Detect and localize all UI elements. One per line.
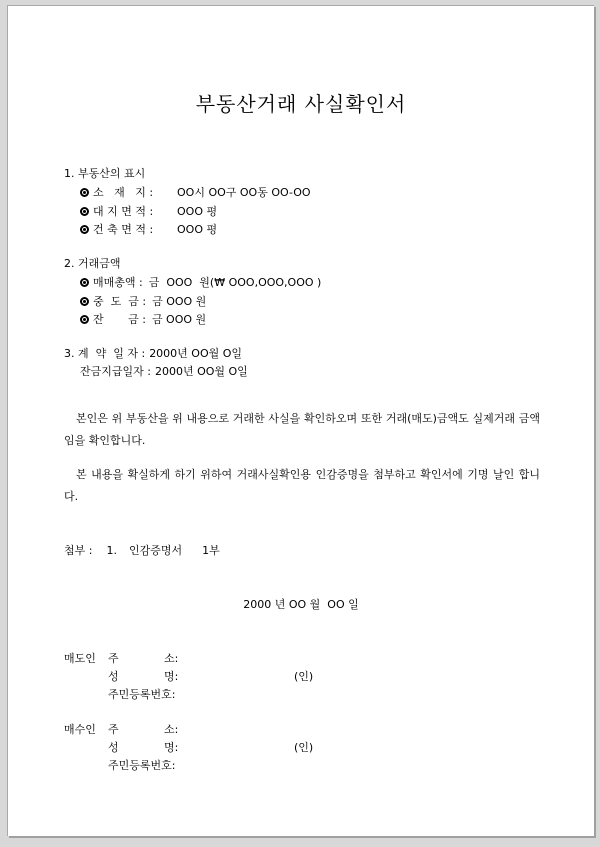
balance-label: 잔 금 : <box>93 313 146 326</box>
location-value: OO시 OO구 OO동 OO-OO <box>177 186 311 199</box>
balance-date-label: 잔금지급일자 : <box>80 365 151 378</box>
balance-date-value: 2000년 OO월 O일 <box>154 365 248 378</box>
bullet-icon <box>80 297 89 306</box>
section3-balance-date <box>80 365 248 379</box>
building-area-label: 건 축 면 적 : <box>93 223 154 236</box>
buyer-seal: (인) <box>294 741 314 754</box>
seller-name-label-2: 명: <box>164 670 179 683</box>
seller-role: 매도인 <box>64 652 96 665</box>
attachment-item: 인감증명서 <box>128 544 183 557</box>
interim-label: 중 도 금 : <box>93 295 147 308</box>
bullet-icon <box>80 207 89 216</box>
bullet-icon <box>80 225 89 234</box>
attachment-label: 첨부 : <box>64 544 93 557</box>
section2-heading: 2. 거래금액 <box>64 257 121 270</box>
seal-paragraph: 본 내용을 확실하게 하기 위하여 거래사실확인용 인감증명을 첨부하고 확인서에 기명 날인 합니다. <box>64 468 540 503</box>
attachment-count: 1부 <box>202 544 220 557</box>
contract-date-label: 3. 계 약 일 자 : <box>64 347 146 360</box>
section1-item-location <box>80 186 311 200</box>
section1-item-building-area <box>80 223 217 237</box>
bullet-icon <box>80 188 89 197</box>
buyer-address-label-1: 주 <box>108 723 119 736</box>
section2-item-interim <box>80 295 206 309</box>
attachment-number: 1. <box>106 544 117 557</box>
total-value: 금 OOO 원(₩ OOO,OOO,OOO ) <box>148 276 322 289</box>
section1-heading: 1. 부동산의 표시 <box>64 167 146 180</box>
building-area-value: OOO 평 <box>177 223 218 236</box>
document-title: 부동산거래 사실확인서 <box>195 92 407 116</box>
interim-value: 금 OOO 원 <box>152 295 207 308</box>
bullet-icon <box>80 315 89 324</box>
contract-date-value: 2000년 OO월 O일 <box>149 347 243 360</box>
buyer-address-label-2: 소: <box>164 723 179 736</box>
buyer-name-label-1: 성 <box>108 741 119 754</box>
section2-item-balance <box>80 313 206 327</box>
location-label: 소 재 지 : <box>93 186 154 199</box>
section3-contract-date <box>64 347 242 361</box>
section1-item-land-area <box>80 205 217 219</box>
confirmation-paragraph: 본인은 위 부동산을 위 내용으로 거래한 사실을 확인하오며 또한 거래(매도)금액도 실제거래 금액임을 확인합니다. <box>64 412 540 447</box>
section2-item-total <box>80 276 321 290</box>
buyer-id-label: 주민등록번호: <box>108 759 176 772</box>
seller-seal: (인) <box>294 670 314 683</box>
seller-address-label-1: 주 <box>108 652 119 665</box>
balance-value: 금 OOO 원 <box>151 313 207 326</box>
seller-address-label-2: 소: <box>164 652 179 665</box>
buyer-role: 매수인 <box>64 723 96 736</box>
land-area-value: OOO 평 <box>177 205 218 218</box>
buyer-name-label-2: 명: <box>164 741 179 754</box>
total-label: 매매총액 : <box>93 276 143 289</box>
document-date: 2000 년 OO 월 OO 일 <box>243 598 359 611</box>
document-page <box>7 5 594 836</box>
bullet-icon <box>80 278 89 287</box>
land-area-label: 대 지 면 적 : <box>93 205 154 218</box>
attachment-line <box>64 544 220 558</box>
seller-name-label-1: 성 <box>108 670 119 683</box>
seller-id-label: 주민등록번호: <box>108 688 176 701</box>
